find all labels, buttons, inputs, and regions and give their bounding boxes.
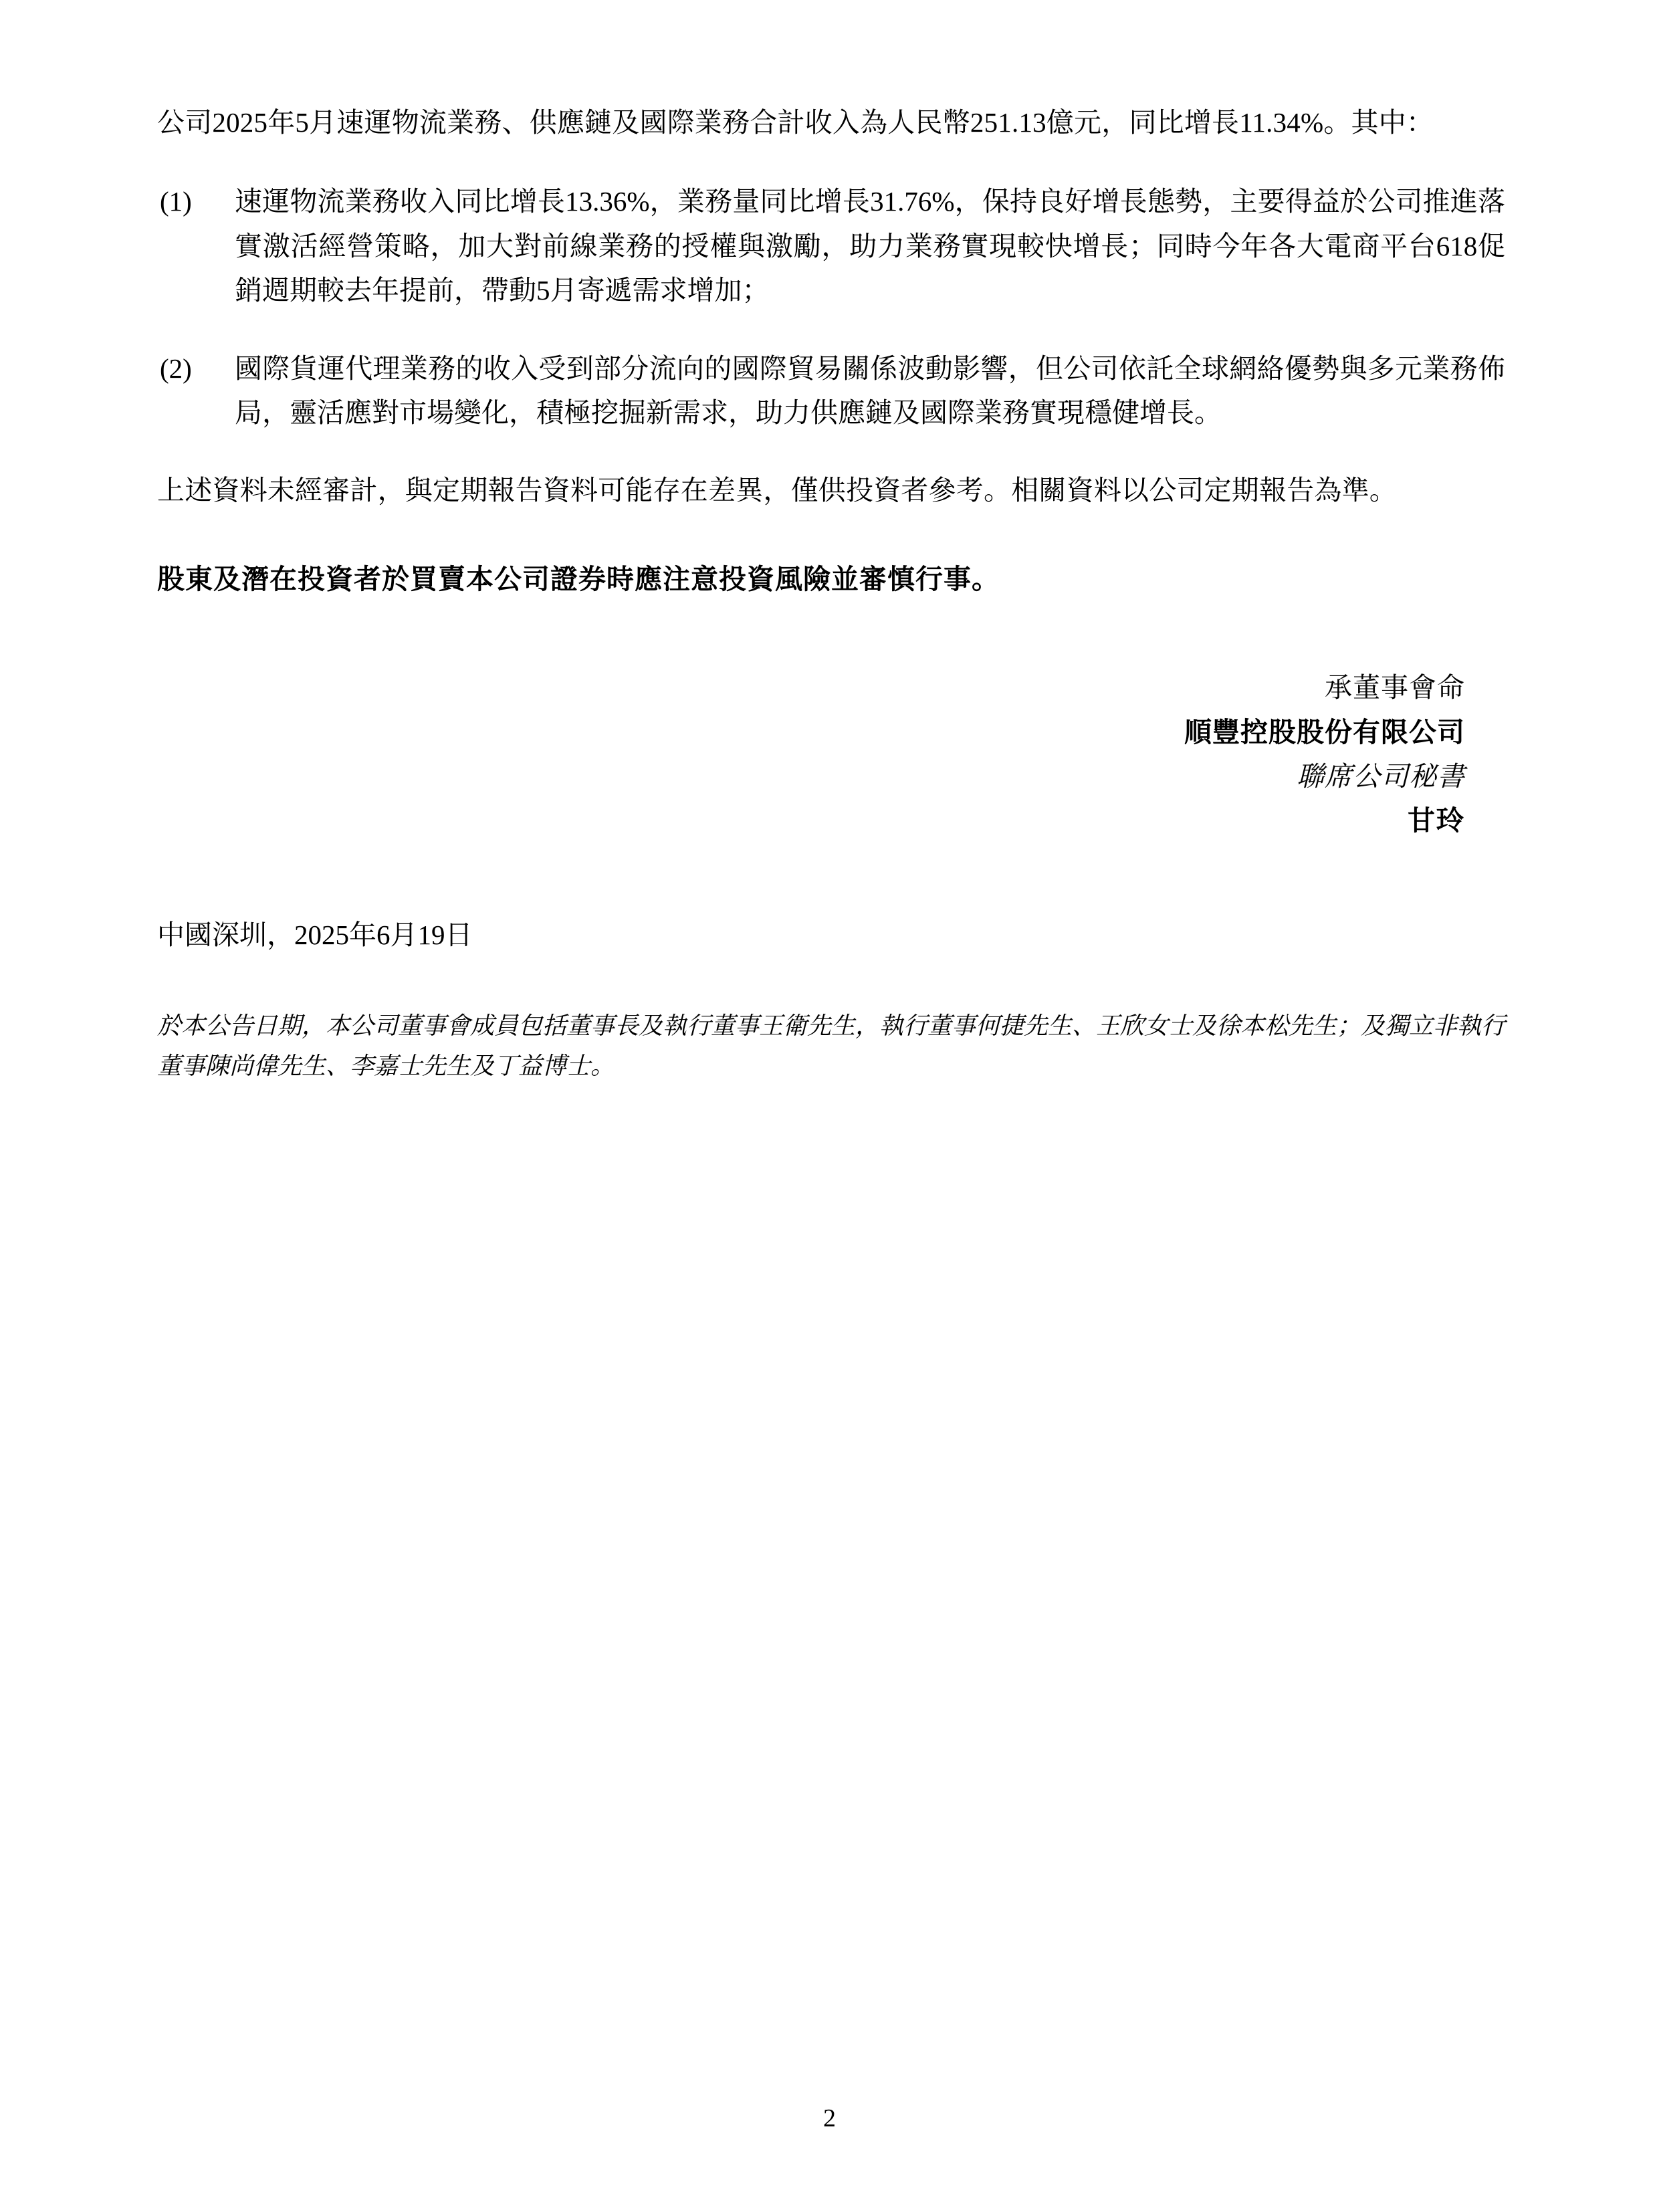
- directors-note: 於本公告日期，本公司董事會成員包括董事長及執行董事王衛先生，執行董事何捷先生、王欣女士及徐本松先生；及獨立非執行董事陳尚偉先生、李嘉士先生及丁益博士。: [157, 1012, 1506, 1080]
- signature-name: 甘玲: [1408, 805, 1465, 837]
- disclaimer-paragraph: 上述資料未經審計，與定期報告資料可能存在差異，僅供投資者參考。相關資料以公司定期報告為準。: [157, 475, 1397, 506]
- signature-company: 順豐控股股份有限公司: [1184, 716, 1465, 748]
- place-and-date: 中國深圳，2025年6月19日: [157, 919, 473, 950]
- signature-block: [157, 665, 1505, 843]
- signature-title: 聯席公司秘書: [1297, 761, 1465, 792]
- list-item-marker: (1): [160, 186, 192, 217]
- page-number: 2: [823, 2104, 836, 2132]
- intro-paragraph: 公司2025年5月速運物流業務、供應鏈及國際業務合計收入為人民幣251.13億元，同比增長11.34%。其中：: [157, 107, 1434, 138]
- list-item-text: 國際貨運代理業務的收入受到部分流向的國際貿易關係波動影響，但公司依託全球網絡優勢與多元業務佈局，靈活應對市場變化，積極挖掘新需求，助力供應鏈及國際業務實現穩健增長。: [235, 352, 1505, 429]
- signature-by-order: 承董事會命: [1325, 672, 1465, 703]
- investor-warning: 股東及潛在投資者於買賣本公司證券時應注意投資風險並審慎行事。: [157, 563, 1000, 594]
- list-item: [157, 179, 1505, 312]
- list-item-marker: (2): [160, 352, 192, 384]
- list-item-text: 速運物流業務收入同比增長13.36%，業務量同比增長31.76%，保持良好增長態勢，主要得益於公司推進落實激活經營策略，加大對前線業務的授權與激勵，助力業務實現較快增長；同時今年各大電商平台618促銷週期較去年提前，帶動5月寄遞需求增加；: [235, 186, 1505, 306]
- list-item: [157, 346, 1505, 435]
